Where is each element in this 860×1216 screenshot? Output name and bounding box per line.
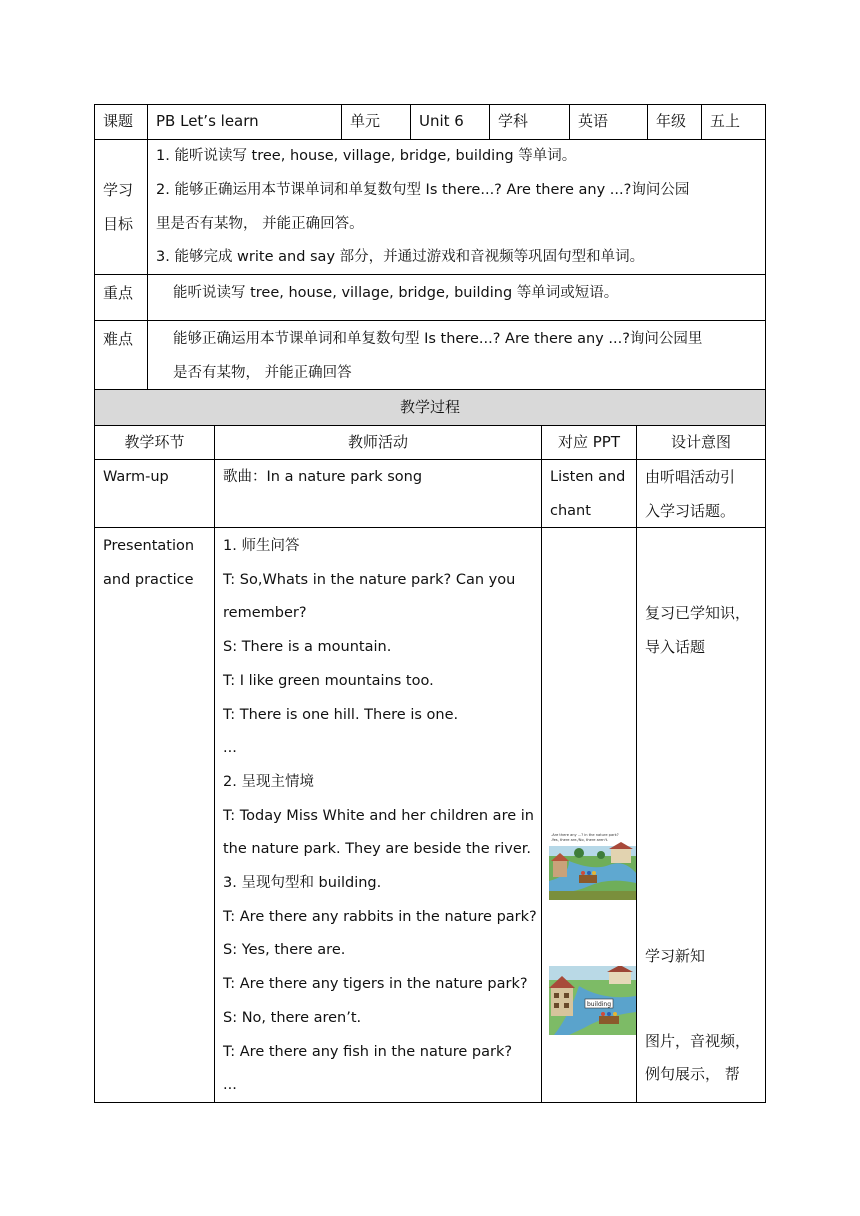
process-title: 教学过程: [399, 398, 460, 416]
cell-divider: [569, 104, 570, 139]
cell-divider: [489, 104, 490, 139]
warmup-ppt-1: Listen and: [550, 469, 626, 485]
cell-divider: [647, 104, 648, 139]
objective-item-2a: 2. 能够正确运用本节课单词和单复数句型 Is there...? Are there any ...?询问公园: [156, 182, 690, 198]
col-header-intent: 设计意图: [670, 433, 731, 451]
presentation-activity-line: 1. 师生问答: [223, 538, 300, 554]
warmup-stage: Warm-up: [103, 469, 169, 485]
presentation-intent-1a: 复习已学知识，: [645, 604, 751, 622]
presentation-activity-line: ...: [223, 1077, 237, 1094]
ppt-thumbnail-nature-park: [549, 831, 636, 900]
presentation-intent-3b: 例句展示， 帮: [645, 1065, 740, 1083]
difficulty-label: 难点: [103, 330, 134, 348]
building-scene-icon: [549, 966, 636, 1035]
presentation-stage-2: and practice: [103, 572, 194, 588]
warmup-intent-1: 由听唱活动引: [645, 468, 736, 486]
cell-divider: [341, 104, 342, 139]
process-col-divider: [541, 425, 542, 1102]
presentation-activity-line: the nature park. They are beside the river.: [223, 841, 531, 858]
presentation-activity-line: T: Are there any fish in the nature park?: [223, 1043, 513, 1060]
cell-divider: [147, 104, 148, 139]
header-subject-label: 课题: [103, 112, 134, 130]
presentation-intent-3a: 图片，音视频，: [645, 1032, 751, 1050]
nature-park-scene-icon: [549, 831, 636, 900]
warmup-ppt-2: chant: [550, 503, 591, 519]
presentation-activity-line: S: There is a mountain.: [223, 639, 392, 656]
key-point-text: 能听说读写 tree, house, village, bridge, building 等单词或短语。: [173, 285, 619, 301]
label-column-divider: [147, 139, 148, 389]
key-point-label: 重点: [103, 284, 134, 302]
presentation-activity-line: T: Today Miss White and her children are in: [223, 807, 534, 824]
presentation-activity-line: S: No, there aren’t.: [223, 1009, 362, 1026]
svg-text:-Are there any ...? in the nat: -Are there any ...? in the nature park?: [551, 833, 619, 837]
presentation-activity-line: T: Are there any rabbits in the nature park?: [223, 908, 537, 925]
header-discipline-value: 英语: [578, 112, 609, 130]
header-grade-value: 五上: [710, 112, 741, 130]
presentation-intent-1b: 导入话题: [645, 638, 706, 656]
presentation-activity-line: ...: [223, 740, 237, 757]
presentation-intent-2: 学习新知: [645, 947, 706, 965]
cell-divider: [410, 104, 411, 139]
header-unit-label: 单元: [350, 112, 381, 130]
header-discipline-label: 学科: [498, 112, 529, 130]
difficulty-text-1: 能够正确运用本节课单词和单复数句型 Is there...? Are there any ...?询问公园里: [173, 331, 703, 347]
header-grade-label: 年级: [656, 112, 687, 130]
table-border-left: [94, 104, 95, 1103]
presentation-activity-line: 2. 呈现主情境: [223, 773, 314, 790]
col-header-ppt: 对应 PPT: [557, 433, 621, 451]
header-subject-value: PB Let’s learn: [156, 112, 259, 130]
objective-item-2b: 里是否有某物， 并能正确回答。: [156, 216, 364, 232]
table-row-divider: [94, 274, 766, 275]
header-unit-value: Unit 6: [419, 112, 464, 130]
presentation-activity-line: 3. 呈现句型和 building.: [223, 875, 382, 891]
table-border-right: [765, 104, 766, 1103]
ppt-thumbnail-building: [549, 966, 636, 1035]
warmup-activity: 歌曲：In a nature park song: [223, 469, 423, 485]
svg-text:building: building: [587, 1001, 612, 1008]
objectives-label-2: 目标: [103, 215, 134, 233]
difficulty-text-2: 是否有某物， 并能正确回答: [173, 365, 352, 381]
col-header-activity: 教师活动: [347, 433, 408, 451]
col-header-stage: 教学环节: [124, 433, 185, 451]
warmup-intent-2: 入学习话题。: [645, 502, 736, 520]
table-row-divider: [94, 320, 766, 321]
presentation-stage-1: Presentation: [103, 538, 195, 554]
objectives-label-1: 学习: [103, 181, 134, 199]
process-col-divider: [214, 425, 215, 1102]
presentation-activity-line: T: There is one hill. There is one.: [223, 706, 459, 723]
objective-item-3: 3. 能够完成 write and say 部分，并通过游戏和音视频等巩固句型和单词。: [156, 249, 645, 265]
presentation-activity-line: S: Yes, there are.: [223, 942, 346, 959]
presentation-activity-line: remember?: [223, 605, 307, 622]
presentation-activity-line: T: Are there any tigers in the nature park?: [223, 976, 528, 993]
cell-divider: [701, 104, 702, 139]
process-col-divider: [636, 425, 637, 1102]
objective-item-1: 1. 能听说读写 tree, house, village, bridge, building 等单词。: [156, 148, 577, 164]
table-border-bottom: [94, 1102, 766, 1103]
presentation-activity-line: T: So,Whats in the nature park? Can you: [223, 571, 516, 588]
presentation-activity-line: T: I like green mountains too.: [223, 672, 434, 689]
svg-text:-Yes, there are./No, there are: -Yes, there are./No, there aren't.: [551, 838, 609, 842]
